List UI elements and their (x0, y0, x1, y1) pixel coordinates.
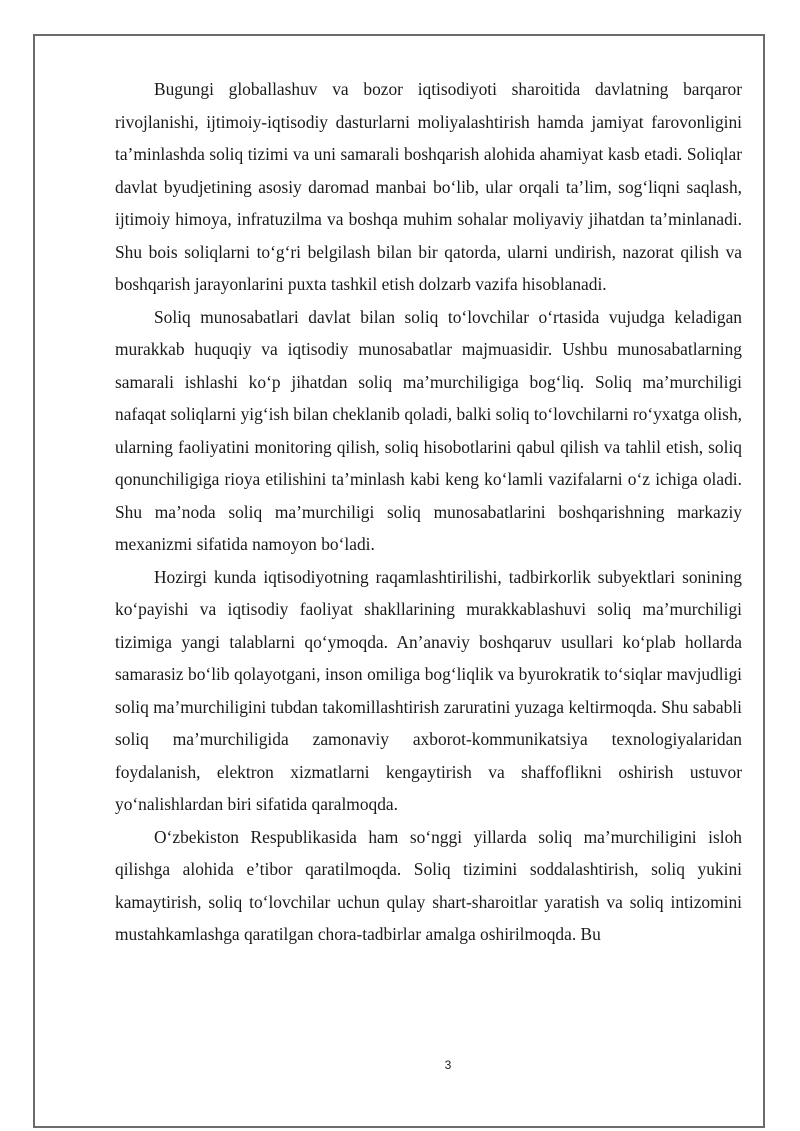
document-body (115, 73, 742, 951)
paragraph-4: O‘zbekiston Respublikasida ham so‘nggi yillarda soliq ma’murchiligini isloh qilishga alohida e’tibor qaratilmoqda. Soliq tizimini soddalashtirish, soliq yukini kamaytirish, soliq to‘lovchilar uchun qulay shart-sharoitlar yaratish va soliq intizomini mustahkamlashga qaratilgan chora-tadbirlar amalga oshirilmoqda. Bu (115, 826, 742, 944)
paragraph-3: Hozirgi kunda iqtisodiyotning raqamlashtirilishi, tadbirkorlik subyektlari sonining ko‘payishi va iqtisodiy faoliyat shakllarining murakkablashuvi soliq ma’murchiligi tizimiga yangi talablarni qo‘ymoqda. An’anaviy boshqaruv usullari ko‘plab hollarda samarasiz bo‘lib qolayotgani, inson omiliga bog‘liqlik va byurokratik to‘siqlar mavjudligi soliq ma’murchiligini tubdan takomillashtirish zaruratini yuzaga keltirmoqda. Shu sababli soliq ma’murchiligida zamonaviy axborot-kommunikatsiya texnologiyalaridan foydalanish, elektron xizmatlarni kengaytirish va shaffoflikni oshirish ustuvor yo‘nalishlardan biri sifatida qaralmoqda. (115, 566, 742, 814)
paragraph-2: Soliq munosabatlari davlat bilan soliq to‘lovchilar o‘rtasida vujudga keladigan murakkab huquqiy va iqtisodiy munosabatlar majmuasidir. Ushbu munosabatlarning samarali ishlashi ko‘p jihatdan soliq ma’murchiligiga bog‘liq. Soliq ma’murchiligi nafaqat soliqlarni yig‘ish bilan cheklanib qoladi, balki soliq to‘lovchilarni ro‘yxatga olish, ularning faoliyatini monitoring qilish, soliq hisobotlarini qabul qilish va tahlil etish, soliq qonunchiligiga rioya etilishini ta’minlash kabi keng ko‘lamli vazifalarni o‘z ichiga oladi. Shu ma’noda soliq ma’murchiligi soliq munosabatlarini boshqarishning markaziy mexanizmi sifatida namoyon bo‘ladi. (115, 306, 742, 554)
paragraph-1: Bugungi globallashuv va bozor iqtisodiyoti sharoitida davlatning barqaror rivojlanishi, ijtimoiy-iqtisodiy dasturlarni moliyalashtirish hamda jamiyat farovonligini ta’minlashda soliq tizimi va uni samarali boshqarish alohida ahamiyat kasb etadi. Soliqlar davlat byudjetining asosiy daromad manbai bo‘lib, ular orqali ta’lim, sog‘liqni saqlash, ijtimoiy himoya, infratuzilma va boshqa muhim sohalar moliyaviy jihatdan ta’minlanadi. Shu bois soliqlarni to‘g‘ri belgilash bilan bir qatorda, ularni undirish, nazorat qilish va boshqarish jarayonlarini puxta tashkil etish dolzarb vazifa hisoblanadi. (115, 79, 742, 294)
page-number: 3 (444, 1058, 452, 1072)
